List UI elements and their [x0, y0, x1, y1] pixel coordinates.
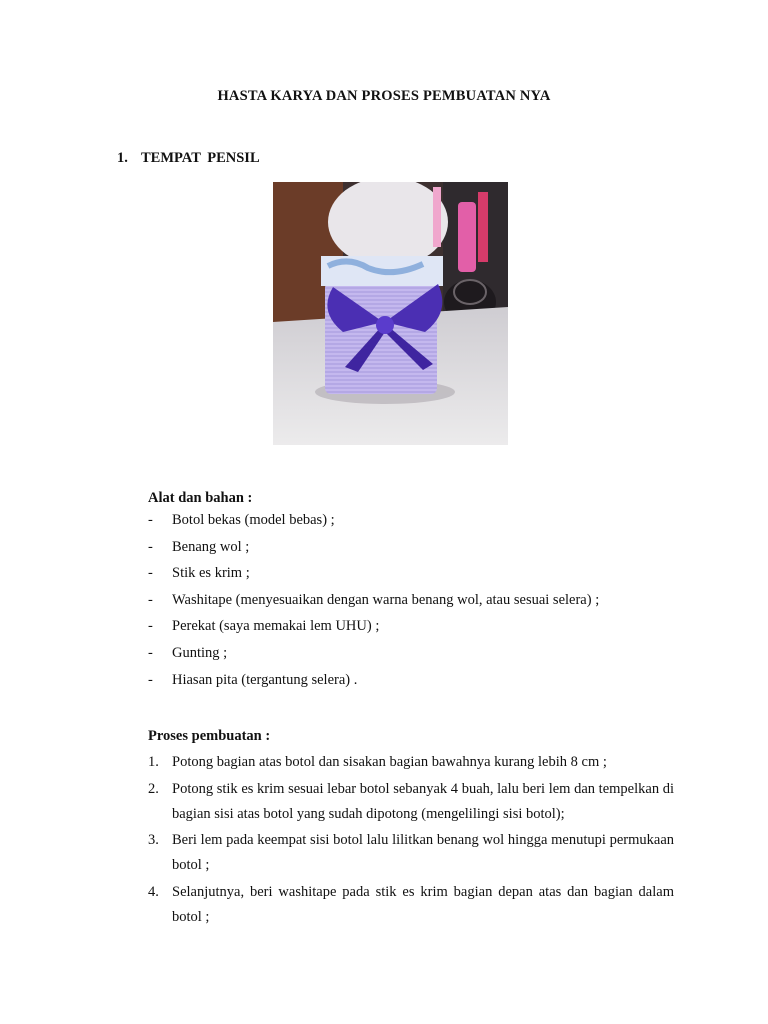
list-item-text: Benang wol ; [172, 538, 250, 555]
list-item [148, 539, 599, 566]
list-item-text: Gunting ; [172, 644, 228, 661]
bullet-dash: - [148, 591, 153, 608]
section-number: 1. [117, 150, 128, 166]
step-text: Potong bagian atas botol dan sisakan bagian bawahnya kurang lebih 8 cm ; [172, 754, 607, 770]
process-steps [148, 750, 674, 931]
bullet-dash: - [148, 671, 153, 688]
bullet-dash: - [148, 538, 153, 555]
list-item [148, 592, 599, 619]
list-item [148, 512, 599, 539]
bullet-dash: - [148, 512, 153, 528]
page-title: HASTA KARYA DAN PROSES PEMBUATAN NYA [217, 88, 551, 104]
bullet-dash: - [148, 618, 153, 635]
section-heading [117, 150, 260, 167]
bullet-dash: - [148, 565, 153, 582]
list-item [148, 672, 599, 699]
list-item [148, 618, 599, 645]
list-item-text: Botol bekas (model bebas) ; [172, 512, 335, 528]
step-text: Beri lem pada keempat sisi botol lalu lilitkan benang wol hingga menutupi permukaan botol ; [172, 832, 674, 873]
pencil-holder-photo-illustration [273, 182, 508, 445]
step-number: 1. [148, 754, 159, 770]
step-number: 3. [148, 832, 159, 848]
step-text: Selanjutnya, beri washitape pada stik es krim bagian depan atas dan bagian dalam botol ; [172, 883, 674, 925]
materials-list [148, 512, 599, 698]
bullet-dash: - [148, 644, 153, 661]
step-item [148, 777, 674, 827]
step-item [148, 880, 674, 930]
step-item [148, 828, 674, 878]
materials-heading: Alat dan bahan : [148, 490, 253, 506]
step-text: Potong stik es krim sesuai lebar botol sebanyak 4 buah, lalu beri lem dan tempelkan di bagian sisi atas botol yang sudah dipotong (mengelilingi sisi botol); [172, 780, 674, 822]
list-item-text: Hiasan pita (tergantung selera) . [172, 671, 358, 688]
step-number: 4. [148, 883, 159, 900]
list-item-text: Stik es krim ; [172, 565, 250, 582]
list-item-text: Perekat (saya memakai lem UHU) ; [172, 618, 380, 635]
section-heading-text: TEMPAT PENSIL [141, 150, 260, 166]
list-item [148, 565, 599, 592]
step-number: 2. [148, 780, 159, 797]
list-item [148, 645, 599, 672]
step-item [148, 750, 674, 775]
list-item-text: Washitape (menyesuaikan dengan warna benang wol, atau sesuai selera) ; [172, 591, 600, 608]
process-heading: Proses pembuatan : [148, 728, 271, 744]
product-photo [273, 182, 508, 445]
